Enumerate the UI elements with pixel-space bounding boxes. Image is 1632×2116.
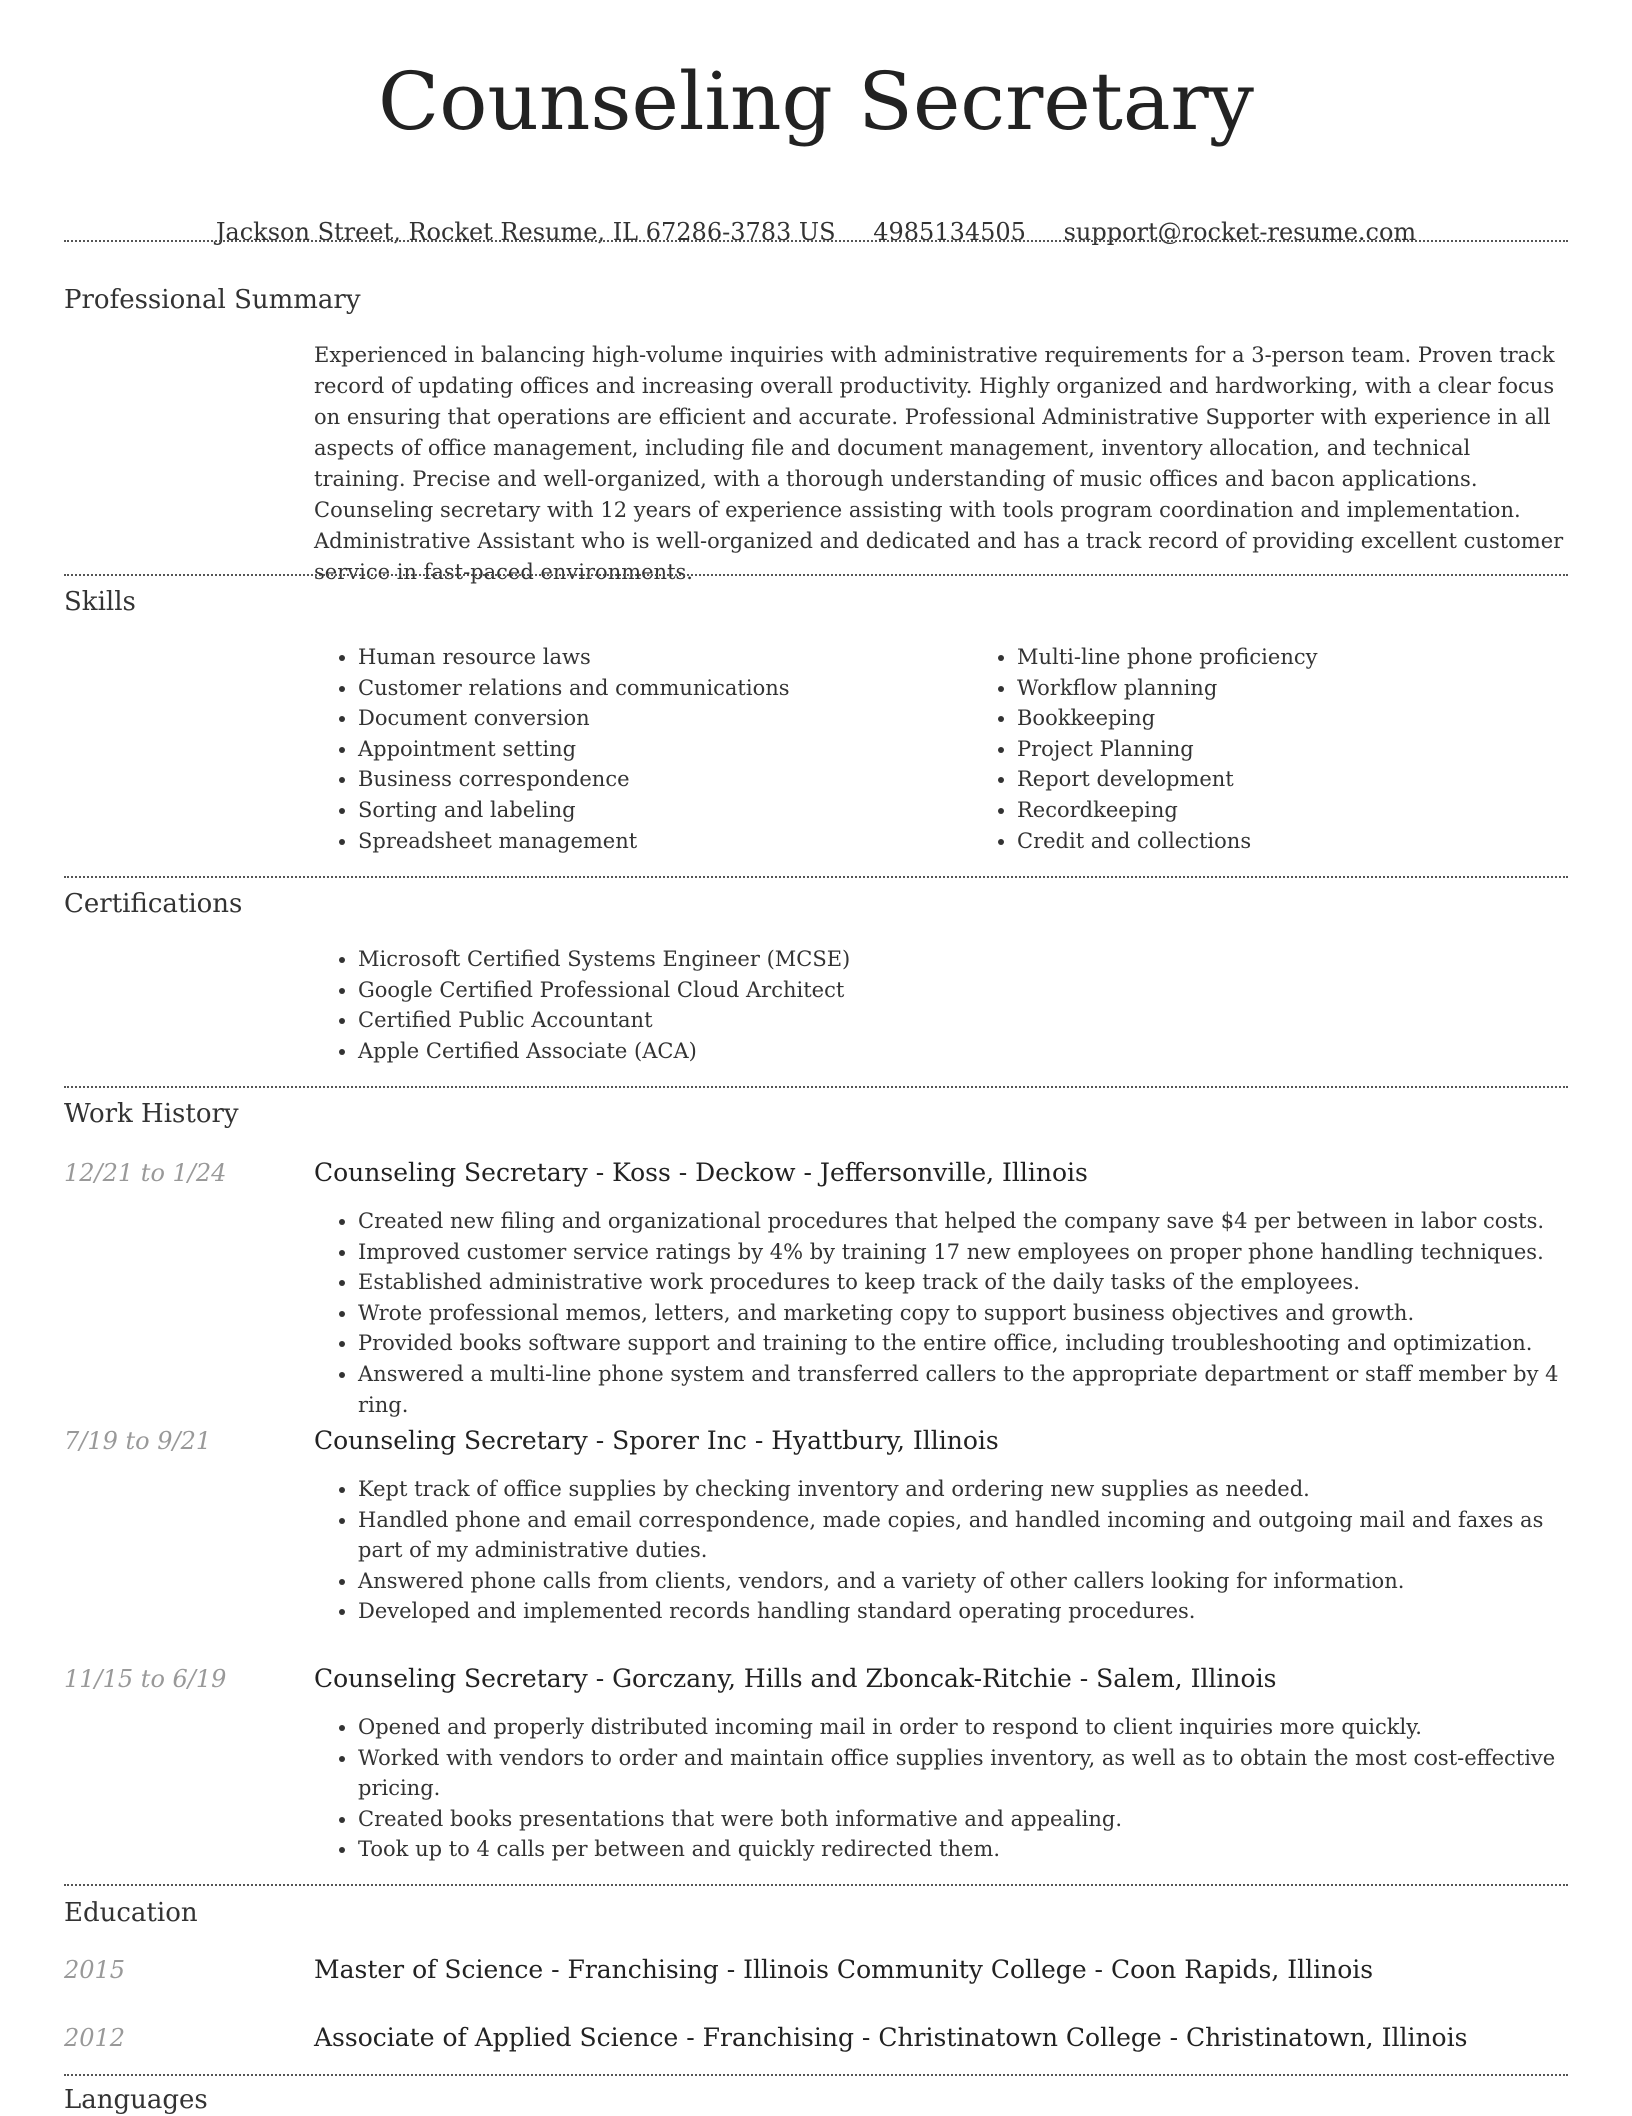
skill-item: • Sorting and labeling <box>358 795 973 826</box>
section-title-certifications: Certifications <box>64 889 243 919</box>
contact-line <box>0 216 1632 248</box>
skills-column-left <box>314 642 973 856</box>
skill-item: • Multi-line phone proficiency <box>1017 642 1632 673</box>
skills-column-right <box>973 642 1632 856</box>
divider <box>64 240 1568 242</box>
job-bullet: • Improved customer service ratings by 4% by training 17 new employees on proper phone handling techniques. <box>358 1237 1568 1268</box>
job-dates: 11/15 to 6/19 <box>64 1665 227 1693</box>
skill-item: • Workflow planning <box>1017 673 1632 704</box>
education-year: 2015 <box>64 1956 126 1984</box>
contact-address: Jackson Street, Rocket Resume, IL 67286-3783 US <box>215 218 836 246</box>
job-title: Counseling Secretary - Koss - Deckow - Jeffersonville, Illinois <box>314 1158 1088 1187</box>
section-title-work-history: Work History <box>64 1099 239 1129</box>
job-dates: 7/19 to 9/21 <box>64 1427 212 1455</box>
certification-item: • Apple Certified Associate (ACA) <box>358 1036 1568 1067</box>
skill-item: • Recordkeeping <box>1017 795 1632 826</box>
job-bullet: • Developed and implemented records handling standard operating procedures. <box>358 1596 1568 1627</box>
certification-item: • Microsoft Certified Systems Engineer (MCSE) <box>358 944 1568 975</box>
summary-text: Experienced in balancing high-volume inquiries with administrative requirements for a 3-person team. Proven track record of updating offices and increasing overall productivity. Highly organized and hardworking, with a clear focus on ensuring that operations are efficient and accurate. Professional Administrative Supporter with experience in all aspects of office management, including file and document management, inventory allocation, and technical training. Precise and well-organized, with a thorough understanding of music offices and bacon applications. Counseling secretary with 12 years of experience assisting with tools program coordination and implementation. Administrative Assistant who is well-organized and dedicated and has a track record of providing excellent customer service in fast-paced environments. <box>314 343 1564 584</box>
job-title: Counseling Secretary - Sporer Inc - Hyattbury, Illinois <box>314 1426 999 1455</box>
contact-phone: 4985134505 <box>873 218 1026 246</box>
job-bullet: • Answered a multi-line phone system and transferred callers to the appropriate department or staff member by 4 ring. <box>358 1359 1568 1420</box>
job-bullet: • Worked with vendors to order and maintain office supplies inventory, as well as to obtain the most cost-effective pricing. <box>358 1743 1568 1804</box>
contact-email: support@rocket-resume.com <box>1063 218 1417 246</box>
skill-item: • Document conversion <box>358 703 973 734</box>
job-title: Counseling Secretary - Gorczany, Hills and Zboncak-Ritchie - Salem, Illinois <box>314 1664 1277 1693</box>
job-bullet: • Created new filing and organizational procedures that helped the company save $4 per between in labor costs. <box>358 1206 1568 1237</box>
divider <box>64 876 1568 878</box>
education-degree: Associate of Applied Science - Franchising - Christinatown College - Christinatown, Illinois <box>314 2023 1468 2052</box>
job-dates: 12/21 to 1/24 <box>64 1159 227 1187</box>
skill-item: • Business correspondence <box>358 764 973 795</box>
skill-item: • Bookkeeping <box>1017 703 1632 734</box>
job-bullet: • Established administrative work procedures to keep track of the daily tasks of the employees. <box>358 1267 1568 1298</box>
skill-item: • Human resource laws <box>358 642 973 673</box>
job-bullet: • Wrote professional memos, letters, and marketing copy to support business objectives and growth. <box>358 1298 1568 1329</box>
section-title-languages: Languages <box>64 2085 208 2115</box>
job-bullet: • Answered phone calls from clients, vendors, and a variety of other callers looking for information. <box>358 1566 1568 1597</box>
skill-item: • Project Planning <box>1017 734 1632 765</box>
section-title-summary: Professional Summary <box>64 285 361 315</box>
certification-item: • Google Certified Professional Cloud Architect <box>358 975 1568 1006</box>
job-bullet: • Created books presentations that were both informative and appealing. <box>358 1804 1568 1835</box>
job-bullet: • Opened and properly distributed incoming mail in order to respond to client inquiries more quickly. <box>358 1712 1568 1743</box>
skill-item: • Credit and collections <box>1017 826 1632 857</box>
skill-item: • Report development <box>1017 764 1632 795</box>
certification-item: • Certified Public Accountant <box>358 1005 1568 1036</box>
job-bullet: • Kept track of office supplies by checking inventory and ordering new supplies as needed. <box>358 1474 1568 1505</box>
divider <box>64 1884 1568 1886</box>
certifications-list <box>314 944 1568 1066</box>
job-bullets <box>314 1712 1568 1865</box>
education-degree: Master of Science - Franchising - Illinois Community College - Coon Rapids, Illinois <box>314 1955 1374 1984</box>
section-title-skills: Skills <box>64 587 136 617</box>
section-title-education: Education <box>64 1898 198 1928</box>
skill-item: • Appointment setting <box>358 734 973 765</box>
job-bullets <box>314 1474 1568 1627</box>
candidate-name: Counseling Secretary <box>378 55 1254 148</box>
divider <box>64 1086 1568 1088</box>
job-bullet: • Took up to 4 calls per between and quickly redirected them. <box>358 1834 1568 1865</box>
skills-list <box>314 642 1568 856</box>
job-bullet: • Provided books software support and training to the entire office, including troubleshooting and optimization. <box>358 1328 1568 1359</box>
skill-item: • Spreadsheet management <box>358 826 973 857</box>
job-bullet: • Handled phone and email correspondence, made copies, and handled incoming and outgoing mail and faxes as part of my administrative duties. <box>358 1505 1568 1566</box>
divider <box>64 2074 1568 2076</box>
education-year: 2012 <box>64 2024 126 2052</box>
job-bullets <box>314 1206 1568 1420</box>
divider <box>64 574 1568 576</box>
skill-item: • Customer relations and communications <box>358 673 973 704</box>
